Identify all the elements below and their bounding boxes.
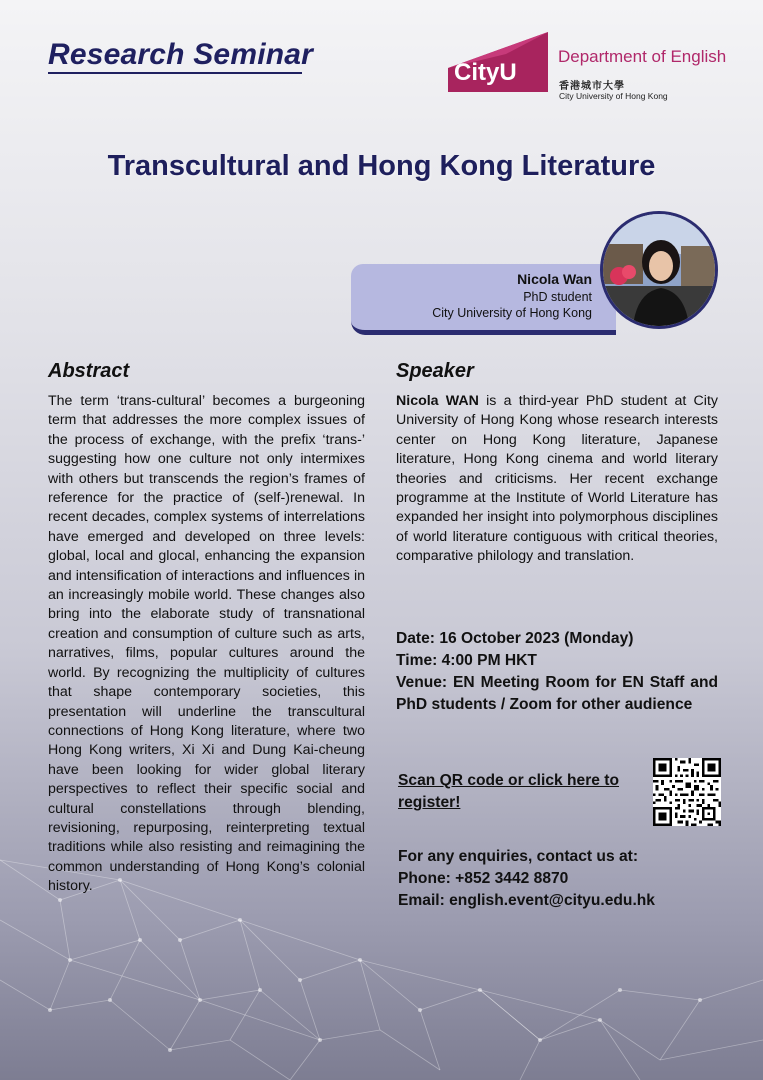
cityu-logo-mark [446, 30, 552, 96]
event-venue: Venue: EN Meeting Room for EN Staff and PhD students / Zoom for other audience [396, 674, 718, 713]
register-link[interactable]: Scan QR code or click here to register! [398, 772, 619, 811]
speaker-heading: Speaker [396, 360, 474, 382]
heading-underline [48, 72, 302, 74]
cityu-logo [446, 30, 736, 104]
speaker-card-role: PhD student [523, 290, 592, 304]
abstract-body: The term ‘trans-cultural’ becomes a burgeoning term that addresses the more complex issues of the process of exchange, with the prefix ‘trans-’ suggesting how one culture not only intermixes with others but transcends the region’s frames of reference for the practice of (self-)renewal. In recent decades, complex systems of interrelations have emerged and developed on three levels: global, local and glocal, enhancing the expansion and intensification of interactions and influences in an increasingly mobile world. These changes also bring into the elaborate study of transnational creation and consumption of culture such as arts, narratives, films, popular cultures around the world. By recognizing the multiplicity of cultures that shape contemporary societies, this presentation will underline the transcultural connections of Hong Kong literature, where two Hong Kong writers, Xi Xi and Dung Kai-cheung have been looking for wider global literary perspectives to reflect their specific social and cultural constellations through blending, revisioning, repurposing, reinterpreting textual traditions while also resisting and reimagining the common understanding of Hong Kong’s colonial history. [48, 393, 365, 895]
event-time: Time: 4:00 PM HKT [396, 652, 537, 669]
contact-phone: Phone: +852 3442 8870 [398, 870, 569, 887]
speaker-card-university: City University of Hong Kong [432, 306, 592, 320]
event-details [396, 628, 718, 716]
contact-info [398, 846, 738, 912]
university-name-chinese: 香港城市大學 [559, 81, 625, 92]
university-name-english: City University of Hong Kong [559, 91, 668, 101]
contact-email[interactable]: Email: english.event@cityu.edu.hk [398, 892, 655, 909]
department-name: Department of English [558, 47, 727, 66]
speaker-card-name: Nicola Wan [517, 271, 592, 287]
contact-heading: For any enquiries, contact us at: [398, 848, 639, 865]
seminar-title: Transcultural and Hong Kong Literature [107, 150, 656, 182]
speaker-card [351, 264, 616, 335]
abstract-heading: Abstract [48, 360, 130, 382]
event-date: Date: 16 October 2023 (Monday) [396, 630, 634, 647]
speaker-photo [600, 211, 718, 329]
speaker-bio-text: is a third-year PhD student at City University of Hong Kong whose research interests center on Hong Kong literature, Japanese literature, Hong Kong cinema and world literary theories and criticisms. Her recent exchange programme at the Institute of World Literature has expanded her insight into polymorphous disciplines of world literature contiguous with critical theories, comparative philology and translation. [396, 393, 718, 565]
cityu-wordmark: CityU [454, 59, 517, 86]
speaker-bio-name: Nicola WAN [396, 393, 479, 409]
speaker-bio [396, 392, 718, 567]
qr-code[interactable] [653, 758, 721, 826]
seminar-heading: Research Seminar [48, 38, 314, 71]
